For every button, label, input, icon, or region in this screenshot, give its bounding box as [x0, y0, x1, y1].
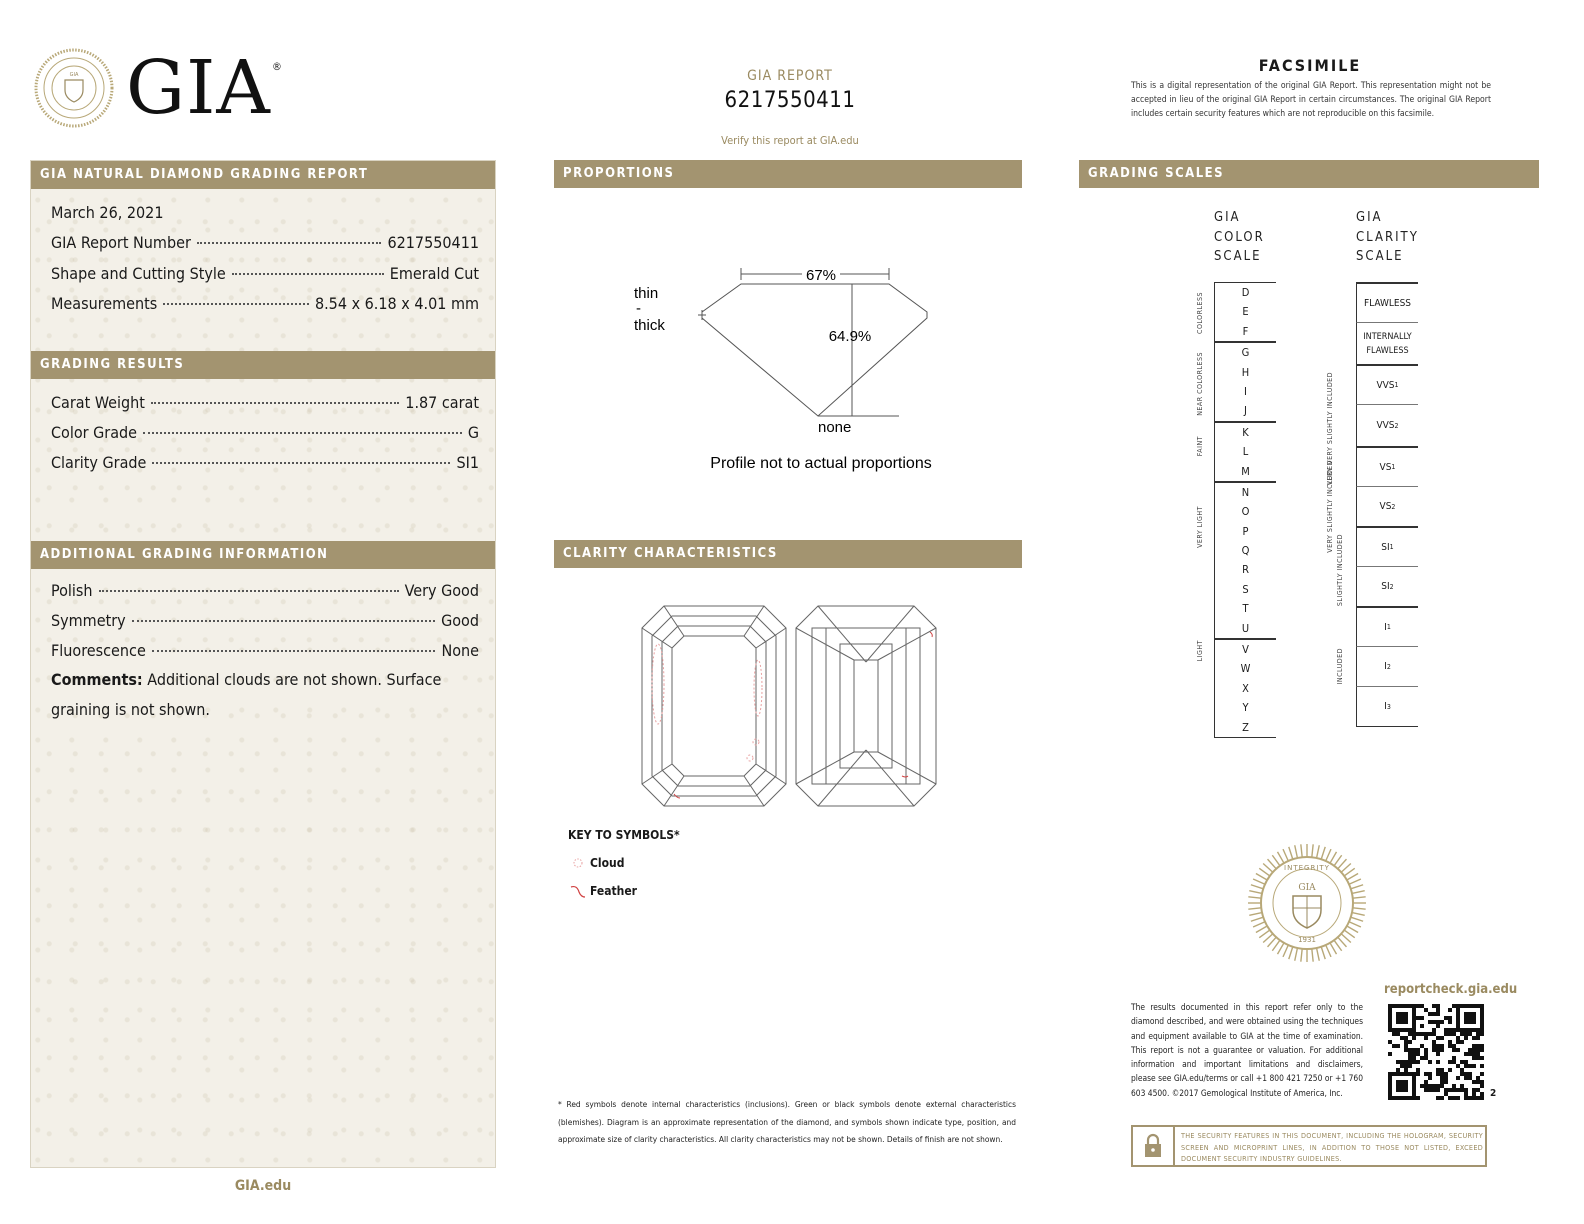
report-number: 6217550411: [724, 88, 856, 113]
color-grade-cell: Q: [1214, 541, 1276, 560]
comments-label: Comments:: [51, 670, 143, 689]
clarity-grade-sub: 2: [1389, 582, 1394, 591]
row-value: Good: [441, 611, 479, 630]
polish-row: [51, 581, 479, 600]
clarity-grade-sub: 3: [1386, 702, 1391, 711]
row-value: SI1: [456, 453, 479, 472]
clarity-grade-label: VS: [1379, 501, 1392, 512]
color-grade-cell: U: [1214, 619, 1276, 638]
proportions-heading: PROPORTIONS: [554, 160, 1022, 188]
clarity-grade-sub: 1: [1389, 543, 1394, 551]
color-grade-cell: Y: [1214, 698, 1276, 717]
page-number: 2: [1490, 1088, 1497, 1099]
clarity-grade-label: INTERNALLY FLAWLESS: [1363, 331, 1412, 356]
fluorescence-row: [51, 641, 479, 660]
row-value: G: [467, 423, 479, 442]
row-value: 8.54 x 6.18 x 4.01 mm: [314, 294, 479, 313]
girdle-thick: thick: [634, 317, 665, 334]
natural-report-heading: GIA NATURAL DIAMOND GRADING REPORT: [31, 161, 495, 189]
clarity-heading: CLARITY CHARACTERISTICS: [554, 540, 1022, 568]
reportcheck-link[interactable]: reportcheck.gia.edu: [1384, 982, 1518, 997]
verify-link[interactable]: Verify this report at GIA.edu: [721, 134, 859, 147]
additional-info-heading: ADDITIONAL GRADING INFORMATION: [31, 541, 495, 569]
color-grade-cell: J: [1214, 401, 1276, 420]
color-group-label: LIGHT: [1196, 640, 1204, 662]
symmetry-row: [51, 611, 479, 630]
color-grade-cell: R: [1214, 560, 1276, 579]
color-scale-heading: [1214, 208, 1265, 267]
key-item-feather: [570, 884, 637, 898]
seal-text: INTEGRITY: [1284, 864, 1330, 872]
clarity-scale: [1356, 282, 1418, 727]
color-group-label: COLORLESS: [1196, 292, 1204, 334]
clarity-grade-sub: 2: [1394, 421, 1399, 430]
color-grade-cell: O: [1214, 502, 1276, 521]
color-grade-cell: Z: [1214, 718, 1276, 737]
seal-gia: GIA: [1298, 883, 1316, 893]
clarity-grade-label: FLAWLESS: [1363, 297, 1412, 309]
heading-line: GIA: [1356, 210, 1383, 225]
clarity-grade-label: I: [1384, 621, 1387, 633]
color-grade-cell: D: [1214, 283, 1276, 302]
security-text: THE SECURITY FEATURES IN THIS DOCUMENT, INCLUDING THE HOLOGRAM, SECURITY SCREEN AND MICROPRINT LINES, IN ADDITION TO THOSE NOT LISTED, EXCEED DOCUMENT SECURITY INDUSTRY GUIDELINES.: [1181, 1131, 1483, 1163]
color-group-label: VERY LIGHT: [1196, 506, 1204, 548]
clarity-grade-cell: [1356, 606, 1418, 646]
heading-line: COLOR: [1214, 229, 1265, 245]
cloud-icon: [572, 857, 584, 869]
key-item-cloud: [572, 856, 624, 870]
clarity-grade-label: I: [1384, 661, 1387, 672]
clarity-grade-label: I: [1384, 701, 1387, 712]
heading-line: SCALE: [1356, 249, 1404, 264]
seal-year: 1931: [1298, 936, 1316, 944]
registered-mark: ®: [272, 60, 282, 73]
measurements-row: [51, 294, 479, 313]
report-date: March 26, 2021: [51, 203, 164, 222]
key-label: Cloud: [590, 856, 625, 870]
color-grade-cell: S: [1214, 580, 1276, 599]
gia-seal-icon: [1246, 842, 1368, 964]
grading-scales-heading: GRADING SCALES: [1079, 160, 1539, 188]
clarity-grade-cell: [1356, 486, 1418, 526]
clarity-grade-label: VS: [1379, 461, 1392, 473]
color-group-label: NEAR COLORLESS: [1196, 352, 1204, 416]
row-label: Polish: [51, 581, 93, 600]
clarity-grade-label: VVS: [1376, 379, 1395, 391]
clarity-group-label: SLIGHTLY INCLUDED: [1336, 534, 1344, 607]
clarity-footnote: * Red symbols denote internal characteristics (inclusions). Green or black symbols denote external characteristics (blemishes). Diagram is an approximate representation of the diamond, and symbols shown indicate type, position, and approximate size of clarity characteristics. All clarity characteristics may not be shown. Details of finish are not shown.: [558, 1099, 1016, 1144]
report-header: [690, 68, 890, 113]
key-to-symbols-title: KEY TO SYMBOLS*: [568, 828, 680, 842]
feather-icon: [570, 884, 586, 898]
clarity-grade-label: SI: [1381, 581, 1390, 592]
facsimile-title: FACSIMILE: [1258, 56, 1362, 75]
color-group-label: FAINT: [1196, 436, 1204, 457]
gia-seal-logo: [34, 48, 114, 128]
heading-line: CLARITY: [1356, 229, 1419, 245]
comments: [51, 665, 471, 725]
lock-icon: [1133, 1127, 1175, 1165]
color-grade-cell: I: [1214, 382, 1276, 401]
color-scale: [1214, 282, 1276, 738]
clarity-grade-cell: [1356, 526, 1418, 566]
grading-results-heading: GRADING RESULTS: [31, 351, 495, 379]
color-grade-cell: T: [1214, 599, 1276, 618]
row-label: GIA Report Number: [51, 233, 191, 252]
clarity-grade-sub: 2: [1386, 662, 1391, 671]
color-grade-cell: G: [1214, 341, 1276, 362]
row-label: Carat Weight: [51, 393, 145, 412]
clarity-grade-cell: [1356, 364, 1418, 404]
row-label: Color Grade: [51, 423, 138, 442]
svg-text:GIA: GIA: [69, 72, 79, 78]
clarity-grade-cell: [1356, 404, 1418, 446]
gia-logo-text: GIA: [126, 45, 271, 131]
clarity-group-label: INCLUDED: [1336, 648, 1344, 685]
clarity-grade-cell: [1356, 322, 1418, 364]
clarity-scale-heading: [1356, 208, 1419, 267]
clarity-grade-sub: 2: [1391, 502, 1396, 511]
row-label: Clarity Grade: [51, 453, 147, 472]
clarity-group-label: VERY SLIGHTLY INCLUDED: [1326, 460, 1334, 553]
carat-row: [51, 393, 479, 412]
color-grade-cell: P: [1214, 522, 1276, 541]
gia-edu-link[interactable]: GIA.edu: [234, 1178, 292, 1194]
facsimile-text: This is a digital representation of the original GIA Report. This representation might not be accepted in lieu of the original GIA Report in certain circumstances. The original GIA Report includes certain security features which are not reproducible on this facsimile.: [1131, 81, 1491, 119]
clarity-grade-cell: [1356, 282, 1418, 322]
row-value: Very Good: [404, 581, 479, 600]
additional-info-section: [31, 541, 495, 719]
color-grade-cell: L: [1214, 442, 1276, 461]
color-grade-cell: W: [1214, 659, 1276, 678]
row-value: Emerald Cut: [389, 264, 479, 283]
row-value: 1.87 carat: [405, 393, 479, 412]
clarity-grade-sub: 1: [1394, 381, 1399, 389]
row-value: 6217550411: [387, 233, 479, 252]
clarity-grade-cell: [1356, 446, 1418, 486]
row-value: None: [441, 641, 479, 660]
row-label: Shape and Cutting Style: [51, 264, 226, 283]
row-label: Fluorescence: [51, 641, 146, 660]
report-number-row: [51, 233, 479, 252]
heading-line: GIA: [1214, 210, 1241, 225]
clarity-grade-cell: [1356, 646, 1418, 686]
color-grade-cell: H: [1214, 363, 1276, 382]
clarity-grade-sub: 1: [1386, 623, 1391, 631]
grading-results-section: [31, 351, 495, 472]
row-label: Measurements: [51, 294, 158, 313]
color-grade-cell: N: [1214, 481, 1276, 502]
qr-code-icon[interactable]: [1388, 1004, 1484, 1100]
color-grade-cell: E: [1214, 302, 1276, 321]
clarity-grade-label: VVS: [1376, 420, 1395, 431]
proportions-caption: Profile not to actual proportions: [710, 455, 932, 472]
clarity-grade-label: SI: [1381, 541, 1390, 553]
color-grade-cell: K: [1214, 421, 1276, 442]
report-details-panel: [30, 160, 496, 1168]
clarity-row: [51, 453, 479, 472]
natural-report-section: [31, 161, 495, 313]
girdle-thin: thin: [634, 285, 659, 302]
security-notice: [1131, 1125, 1487, 1167]
clarity-grade-cell: [1356, 566, 1418, 606]
depth-percent: 64.9%: [828, 328, 872, 345]
color-grade-cell: M: [1214, 462, 1276, 481]
row-label: Symmetry: [51, 611, 126, 630]
shape-row: [51, 264, 479, 283]
table-percent: 67%: [805, 267, 837, 284]
color-grade-cell: X: [1214, 679, 1276, 698]
culet-label: none: [818, 419, 852, 436]
color-grade-cell: F: [1214, 322, 1276, 341]
key-label: Feather: [590, 884, 637, 898]
disclaimer-text: The results documented in this report refer only to the diamond described, and were obtained using the techniques and equipment available to GIA at the time of examination. This report is not a guarantee or valuation. For additional information and important limitations and disclaimers, please see GIA.edu/terms or call +1 800 421 7250 or +1 760 603 4500. ©2017 Gemological Institute of America, Inc.: [1131, 1002, 1363, 1098]
color-row: [51, 423, 479, 442]
report-label: GIA REPORT: [747, 68, 833, 84]
girdle-dash: -: [636, 300, 641, 317]
color-grade-cell: V: [1214, 638, 1276, 659]
heading-line: SCALE: [1214, 249, 1262, 264]
proportions-diagram: [556, 200, 996, 490]
clarity-grade-sub: 1: [1391, 463, 1396, 471]
clarity-group-label: VERY VERY SLIGHTLY INCLUDED: [1326, 372, 1334, 486]
comments-text: Additional clouds are not shown. Surface graining is not shown.: [51, 670, 442, 719]
clarity-grade-cell: [1356, 686, 1418, 726]
clarity-plot-diagram: [640, 604, 940, 810]
